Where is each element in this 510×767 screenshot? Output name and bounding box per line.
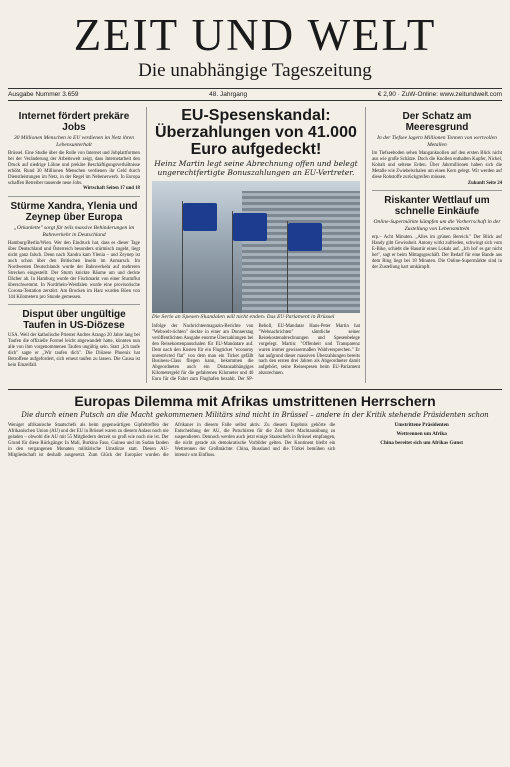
- masthead: [8, 0, 502, 82]
- left-column: [8, 107, 140, 383]
- feature-subhead: China bereitet sich um Afrikas Gunst: [380, 439, 464, 446]
- article-title: Der Schatz am Meeresgrund: [402, 111, 472, 133]
- article-reference: Zukunft Seite 24: [467, 180, 502, 186]
- building-facade: [242, 191, 360, 313]
- divider: [372, 190, 502, 191]
- divider: [8, 304, 140, 305]
- article-body: Brüssel. Eine Studie über die Rolle von Internet und Jobplattformen bei der Veränderung der Arbeitswelt zeigt, dass Internetarbeit den Druck auf niedrige Löhne und prekäre Beschäftigungsverhältnisse erhöht. Rund 30 Millionen Menschen verdienen ihr Geld durch Dienstleistungen im Netz, in der Regel im Nebenerwerb. In Europa schaffen Betreiber tausende neue Jobs.: [8, 151, 140, 186]
- article-body: erp.– Acht Minuten. „Alles im grünen Bereich." Der Blick auf Handy gibt Gewissheit. Antony wirkt zufrieden, schwingt sich vom E-Bike, schiebt die Haustür eines Lokals auf. „Ich hol' es gar nicht her", sagt er beim Mittagsgeschäft. Der Bedarf für eine Bande aus dem Ring liegt bei 18 Minuten. Die Online-Supermärkte sind in der Zustellung hart umkämpft.: [371, 235, 502, 270]
- price-and-website: € 2,90 · ZuW-Online: www.zeitundwelt.com: [377, 91, 502, 98]
- feature-body: [8, 423, 502, 458]
- center-column: [146, 107, 366, 383]
- article-title: Disput über ungültige Taufen in US-Diözese: [22, 309, 126, 332]
- article-body: USA. Weil der katholische Priester Andres Arango 20 Jahre lang bei Taufen die offizielle Formel leicht abgewandelt hatte, könnten nun alle von ihm vorgenommenen Taufen ungültig sein. Statt „Ich taufe dich" sagte er „Wir taufen dich". Die Diözese Phoenix hat Betroffene aufgefordert, sich erneut taufen zu lassen. Die Causa ist kein Einzelfall.: [8, 333, 140, 368]
- article-deck: Online-Supermärkte kämpfen um die Vorherrschaft in der Zustellung von Lebensmitteln: [373, 219, 501, 232]
- lead-article-body: Infolge der Nachrichtenmagazin-Berichte von "Webwelt-richten" deckte in einer am Donnerstag veröffentlichten Ausgabe enorme Überzahlungen bei den Reisekostenpauschalen für EU-Mandatare auf. Dem nach den Kosten für ein Flugticket "economy unrestricted flat" von dem man ein Ticket gefällt Business-Class fliegen kann, bekommen die Abgeordneten auch ein Distanzabhängiges Kilometergeld für die gefahrenen Kilometer und 40 Euro für die Fahrt zum Flughafen bezahlt. Der SP-Beholl, EU-Mandatar Hans-Peter Martin hat "Webnachrichten" sämtliche seiner Reisekostenabrechnungen und Spesenbelege vorgelegt. Martin: "Offenheit und Transparenz waren immer gewissermaßen Wahlversprechen." Er hat aufgrund dieser massiven Überzahlungen bereits nach den ersten drei Jahren als Abgeordneter damit aufgehört, seine Reisespesen beim EU-Parlament abzurechnen.: [151, 324, 360, 383]
- feature-text: Weniger afrikanische Staatschefs als beim gegenwärtigen Gipfeltreffen der Afrikanischen Union (AU) und der EU in Brüssel waren zu diesem Anlass noch nie geladen – obwohl die AU mit 55 Mitgliedern derzeit so groß wie noch nie ist. Der Grund für diese Rückgänge: In Mali, Burkina Faso, Guinea und im Sudan fanden in den vergangenen Monaten militärische Umstürze statt. Diesen AU-Mitgliedschaft ist deshalb ausgesetzt. Zum Glück der Europäer wurden die Afrikaner in diesem Falle selbst aktiv. Zu diesem Ergebnis gehörte die Entscheidung der AU, die Putschisten für die Zeit ihrer Machtausübung zu suspendieren. Dennoch werden auch jetzt einige Staatschefs in Brüssel empfangen, die nicht gerade als demokratische Vorbilder gelten. Der Kontinent bleibt ein Wettrennen der Großmächte: China, Russland und die Türkei bemühen sich intensiv um Einfluss.: [8, 423, 336, 458]
- masthead-title: ZEIT UND WELT: [73, 10, 437, 60]
- article-deck: „Orkanlette" sorgt für teils massive Behinderungen im Bahnverkehr in Deutschland: [13, 225, 135, 238]
- eu-parliament-photo: [152, 181, 360, 313]
- lead-headline: EU-Spesenskandal: Überzahlungen von 41.000 Euro aufgedeckt!: [155, 107, 357, 158]
- masthead-subtitle: Die unabhängige Tageszeitung: [138, 60, 372, 81]
- main-columns: [8, 107, 502, 383]
- article-reference: Wirtschaft Seiten 17 und 18: [83, 186, 140, 192]
- volume-year: 48. Jahrgang: [209, 91, 248, 98]
- issue-number: Ausgabe Nummer 3.659: [8, 91, 79, 98]
- article-deck: In der Tiefsee lagern Millionen Tonnen von wertvollen Metallen: [377, 135, 497, 148]
- lead-deck: Heinz Martin legt seine Abrechnung offen und belegt ungerechtfertigte Bonuszahlungen an EU-Vertreter.: [154, 159, 358, 177]
- article-title: Stürme Xandra, Ylenia und Zeynep über Europa: [10, 201, 138, 224]
- issue-info-bar: [8, 88, 502, 101]
- feature-headline: Europas Dilemma mit Afrikas umstrittenen Herrschern: [74, 393, 436, 410]
- article-title: Riskanter Wettlauf um schnelle Einkäufe: [384, 195, 490, 218]
- article-body: Im Tiefseeboden sehen Manganknollen auf den ersten Blick nicht aus wie große Schätze. Doch die Knollen enthalten Kupfer, Nickel, Kobalt und seltene Erden. Über Jahrmillionen haben sich die Metalle wie Zwiebelschalen um einen Kern gelegt. Wir werden auf diese Rohstoffe zurückgreifen müssen.: [371, 151, 502, 180]
- eu-flag: [288, 223, 322, 251]
- article-title: Internet fördert prekäre Jobs: [18, 111, 130, 133]
- article-deck: 30 Millionen Menschen in EU verdienen im Netz ihren Lebensunterhalt: [14, 135, 134, 148]
- feature-subhead: Umstrittene Präsidenten: [394, 422, 449, 429]
- eu-flag: [233, 213, 267, 241]
- feature-deck: Die durch einen Putsch an die Macht gekommenen Militärs sind nicht in Brüssel – andere in der Kritik stehende Präsidenten schon: [21, 411, 489, 420]
- right-column: [372, 107, 502, 383]
- article-body: Hamburg/Berlin/Wien. Wer den Eindruck hat, dass es dieser Tage über Deutschland und Österreich besonders stürmisch zugeht, liegt nicht ganz falsch. Denn nach Xandra kam Ylenia – und Zeynep ist auch schon über den Britischen Inseln im Anmarsch. Im Nordwesten Deutschlands wurde der Bahnverkehr auf mehreren Strecken eingestellt. Der Sturm knickte Bäume um und deckte Dächer ab. In Hamburg wurde der Fischmarkt von einer Sturmflut überschwemmt. In Nordrhein-Westfalen wurde eine provisorische Corona-Testation zerstört. Am Brocken im Harz wurden Böen von 144 Kilometern pro Stunde gemessen.: [8, 241, 140, 300]
- photo-caption: Die Serie an Spesen-Skandalen will nicht enden: Das EU-Parlament in Brüssel: [151, 315, 335, 320]
- eu-flag: [183, 203, 217, 231]
- divider: [8, 196, 140, 197]
- feature-subhead: Wettrennen um Afrika: [396, 430, 447, 437]
- bottom-feature: [8, 389, 502, 458]
